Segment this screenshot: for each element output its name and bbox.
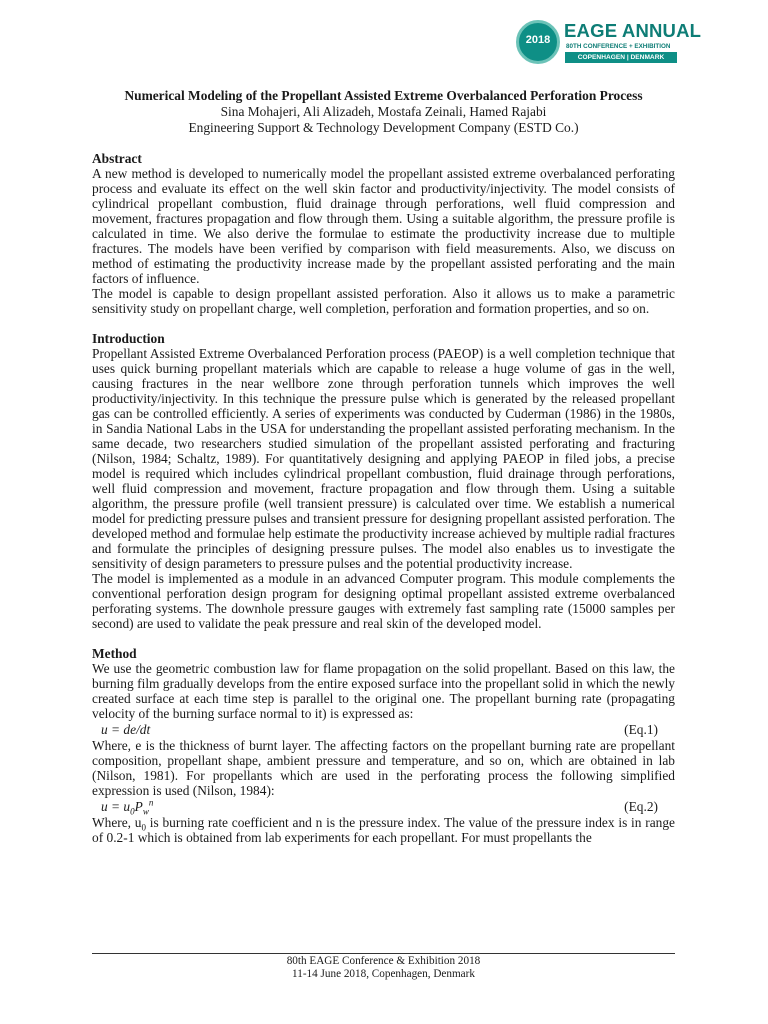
footer-date-location: 11-14 June 2018, Copenhagen, Denmark <box>292 968 475 980</box>
method-heading: Method <box>92 646 137 661</box>
equation-1 <box>92 721 675 738</box>
abstract-paragraph-1: A new method is developed to numerically model the propellant assisted extreme overbalanced perforating process and evaluate its effect on the well skin factor and productivity/injectivity. The model consists of cylindrical propellant combustion, fluid drainage through perforations, well fluid compression and movement, fractures propagation and flow through them. Using a suitable algorithm, the pressure profile is calculated in time. We also derive the formulae to estimate the productivity increase due to multiple fractures. The models have been verified by comparison with field measurements. Also, we discuss on method of estimating the productivity increase made by the propellant assisted perforating and the main factors of influence. <box>92 166 675 286</box>
equation-2 <box>92 798 675 815</box>
logo-title: EAGE ANNUAL <box>564 20 702 41</box>
introduction-paragraph-1: Propellant Assisted Extreme Overbalanced Perforation process (PAEOP) is a well completion technique that uses quick burning propellant materials which are capable to release a huge volume of gas in the well, causing fractures in the near wellbore zone through perforation tunnels which improves the well productivity/injectivity. In this technique the pressure pulse which is generated by the released propellant gas can be controlled efficiently. A series of experiments was conducted by Cuderman (1986) in the 1980s, in Sandia National Labs in the USA for understanding the propellant assisted perforating mechanism. In the same decade, two researchers studied simulation of the propellant assisted perforating and fracturing (Nilson, 1984; Schaltz, 1989). For quantitatively designing and applying PAEOP in filed jobs, a precise model is required which includes cylindrical propellant combustion, fluid drainage through perforations, well fluid compression and movement, fracture propagation and flow through them. Using a suitable algorithm, the pressure profile (well transient pressure) is calculated over time. We establish a numerical model for predicting pressure pulses and transient pressure for designing propellant assisted perforation. The developed method and formulae help estimate the productivity increase achieved by multiple radial fractures and formulate the principles of designing pressure pulses. The model also enables us to investigate the sensitivity of design parameters to pressure pulses and the potential productivity increase. <box>92 346 675 571</box>
logo-subtitle: 80TH CONFERENCE + EXHIBITION <box>566 43 671 50</box>
paper-title: Numerical Modeling of the Propellant Assisted Extreme Overbalanced Perforation Process <box>124 88 643 103</box>
equation-1-formula: u = de/dt <box>101 722 151 737</box>
equation-2-formula: $u = u_0P_w^n$ <box>101 797 154 817</box>
paper-authors: Sina Mohajeri, Ali Alizadeh, Mostafa Zeinali, Hamed Rajabi <box>220 104 547 119</box>
method-paragraph-3-rest: is burning rate coefficient and n is the pressure index. The value of the pressure index is in range of 0.2-1 which is obtained from lab experiments for each propellant. For must propellants the <box>92 815 675 845</box>
subscript-zero: 0 <box>141 822 146 833</box>
paper-body <box>92 88 675 845</box>
spacer <box>92 136 675 151</box>
spacer <box>92 316 675 331</box>
equation-1-label: (Eq.1) <box>624 722 658 737</box>
page-footer <box>92 955 675 981</box>
logo-location: COPENHAGEN | DENMARK <box>565 52 677 63</box>
abstract-paragraph-2: The model is capable to design propellant assisted perforation. Also it allows us to make a parametric sensitivity study on propellant charge, well completion, perforation and formation properties, and so on. <box>92 286 675 316</box>
method-paragraph-1: We use the geometric combustion law for flame propagation on the solid propellant. Based on this law, the burning film gradually develops from the entire exposed surface into the propellant solid in which the newly created surface at each time step is parallel to the original one. The propellant burning rate (propagating velocity of the burning surface normal to it) is expressed as: <box>92 661 675 721</box>
spacer <box>92 631 675 646</box>
abstract-heading: Abstract <box>92 151 142 166</box>
method-paragraph-3 <box>92 815 675 845</box>
footer-conference: 80th EAGE Conference & Exhibition 2018 <box>286 955 481 967</box>
eage-logo <box>516 18 702 74</box>
equation-2-label: (Eq.2) <box>624 799 658 814</box>
paper-affiliation: Engineering Support & Technology Development Company (ESTD Co.) <box>188 120 579 135</box>
introduction-paragraph-2: The model is implemented as a module in an advanced Computer program. This module complements the conventional perforation design program for designing optimal propellant assisted extreme overbalanced perforating systems. The downhole pressure gauges with extremely fast sampling rate (15000 samples per second) are used to validate the peak pressure and real skin of the developed model. <box>92 571 675 631</box>
method-paragraph-3-start: Where, u <box>92 815 142 830</box>
logo-year: 2018 <box>525 34 551 46</box>
introduction-heading: Introduction <box>92 331 165 346</box>
method-paragraph-2: Where, e is the thickness of burnt layer. The affecting factors on the propellant burning rate are propellant composition, propellant shape, ambient pressure and temperature, and so on, which are obtained in lab (Nilson, 1981). For propellants which are used in the perforating process the following simplified expression is used (Nilson, 1984): <box>92 738 675 798</box>
footer-divider <box>92 953 675 954</box>
